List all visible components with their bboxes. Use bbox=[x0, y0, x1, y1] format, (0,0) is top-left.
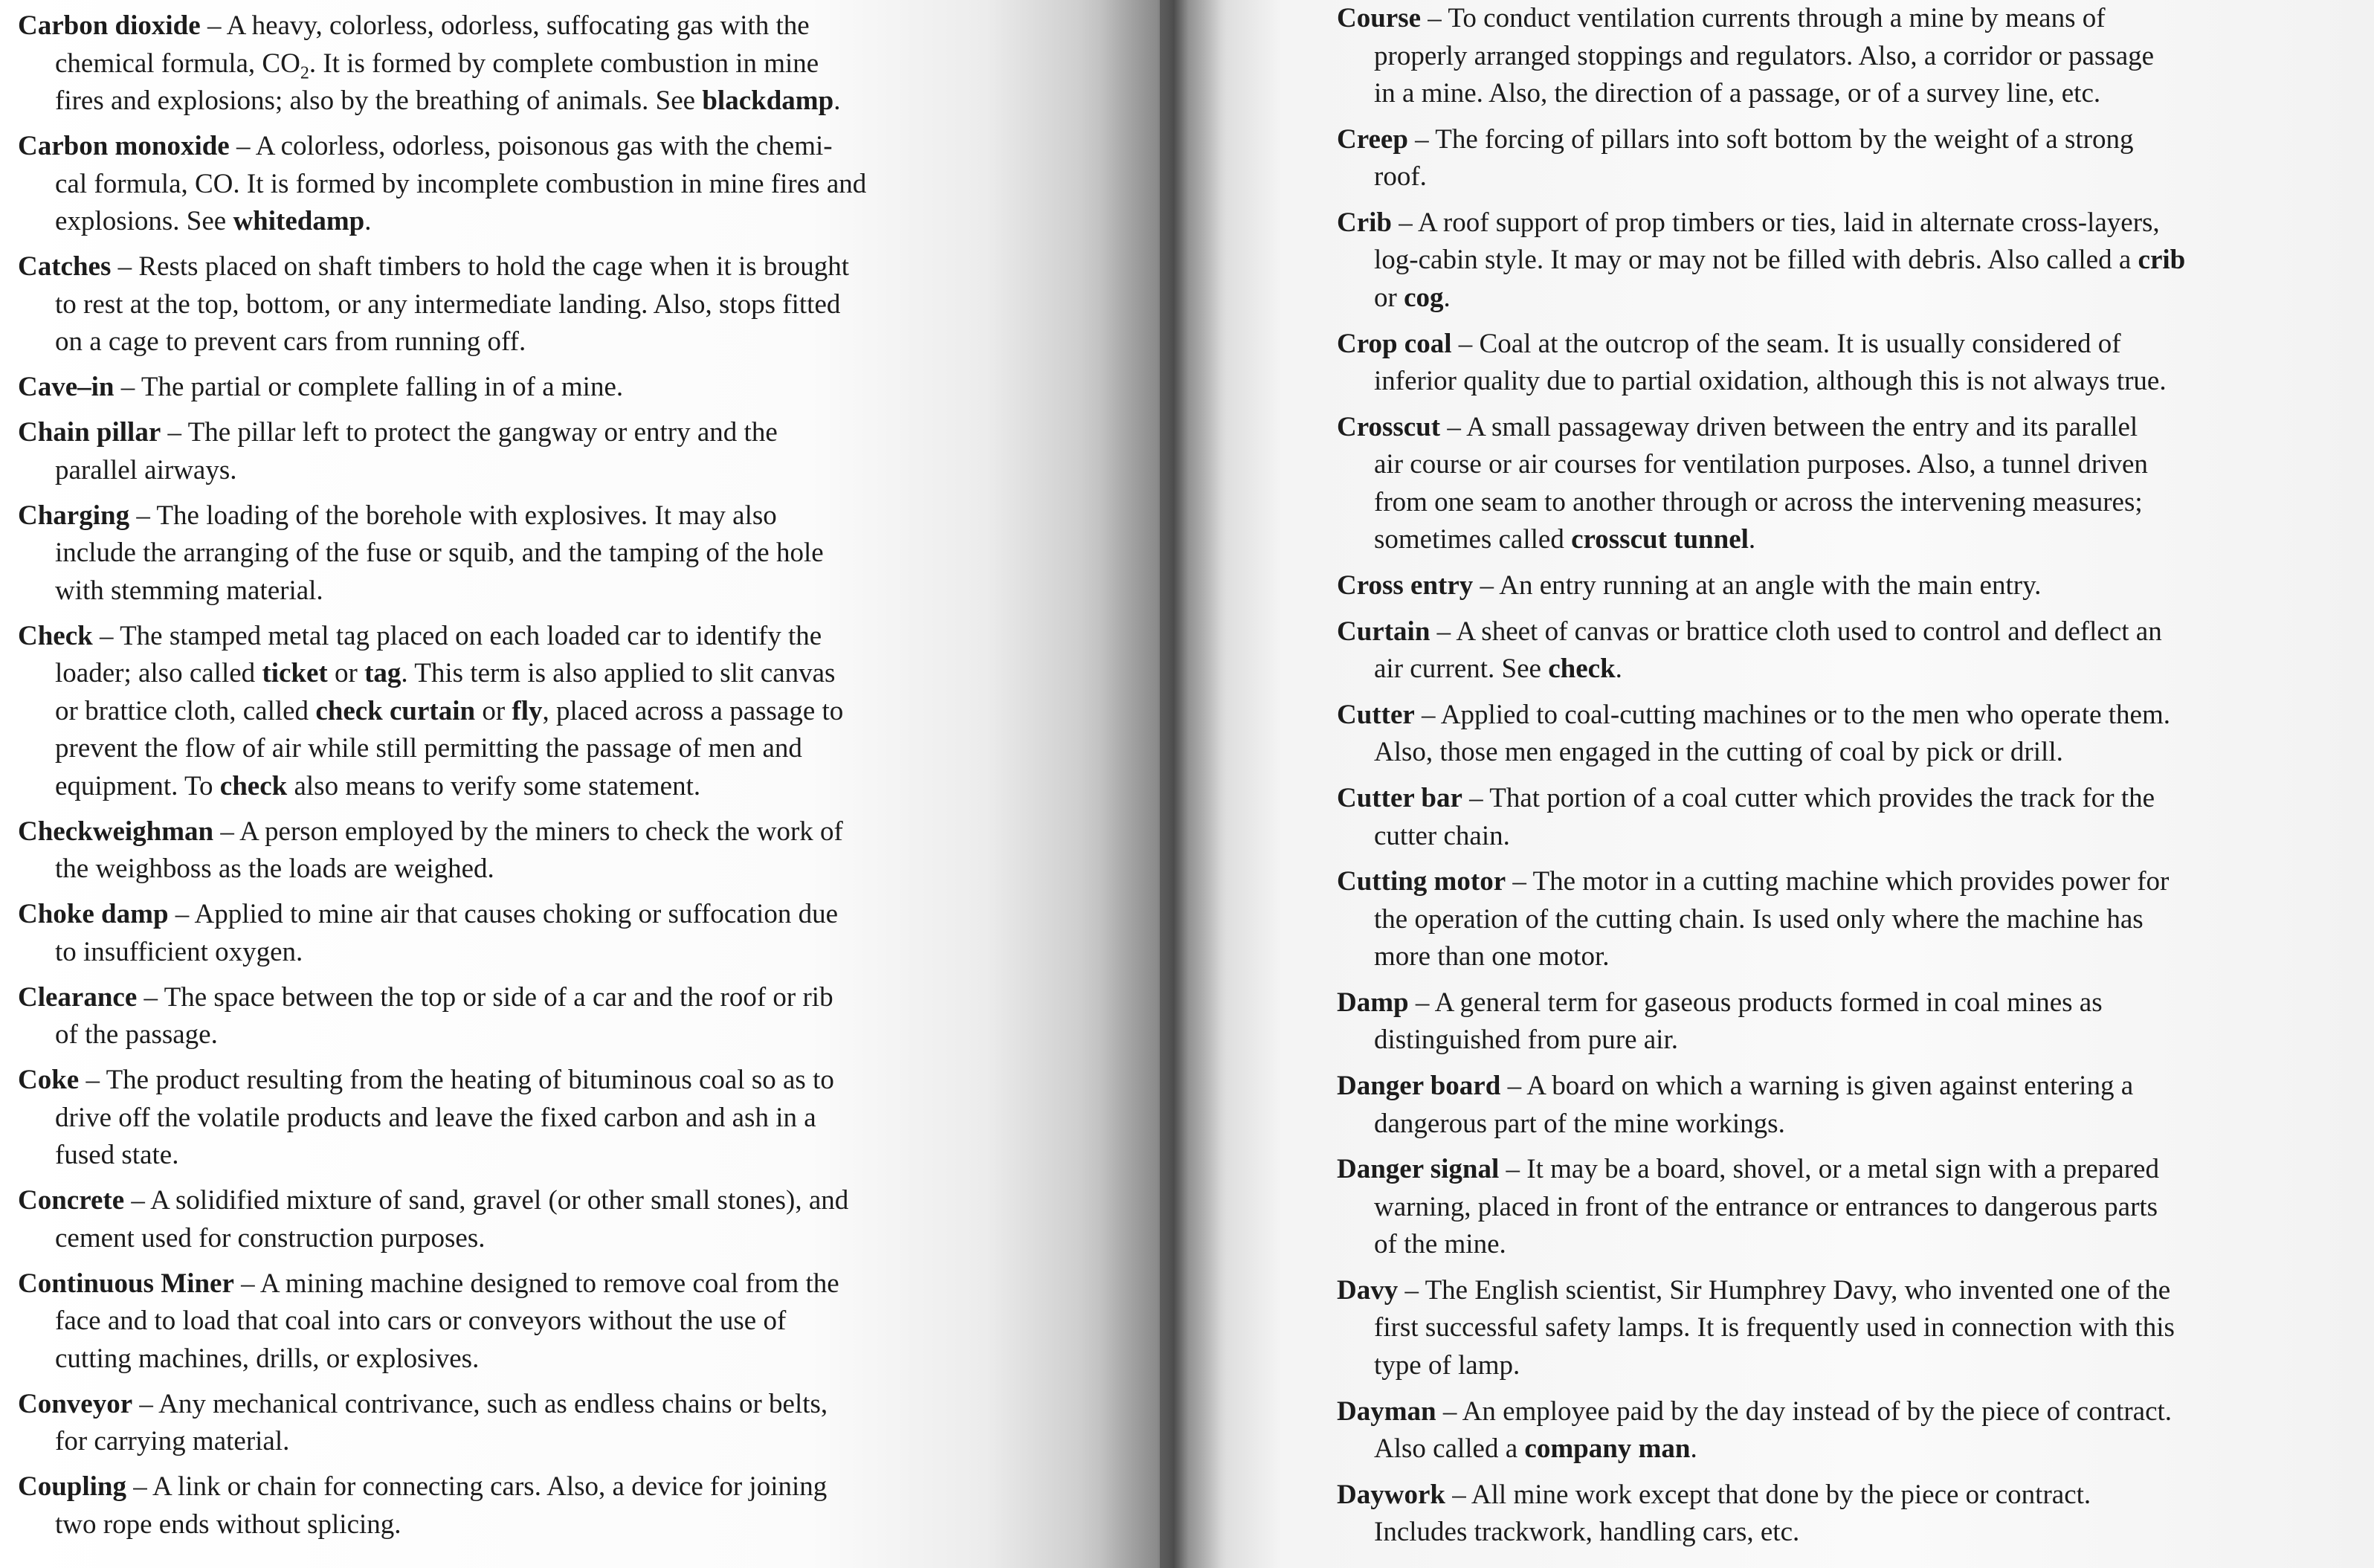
glossary-term: Damp bbox=[1337, 987, 1409, 1018]
glossary-term: Checkweighman bbox=[18, 816, 214, 847]
glossary-entry: Checkweighman – A person employed by the miners to check the work of the weighboss as the loads are weighed. bbox=[18, 816, 843, 884]
right-page bbox=[1160, 0, 2374, 1568]
glossary-term: Crosscut bbox=[1337, 411, 1441, 442]
glossary-entry: Curtain – A sheet of canvas or brattice cloth used to control and deflect an air current. See check. bbox=[1337, 616, 2162, 685]
cross-reference-term: company man bbox=[1524, 1433, 1691, 1465]
glossary-entry: Danger board – A board on which a warning is given against entering a dangerous part of the mine workings. bbox=[1337, 1071, 2134, 1139]
glossary-entry: Cave–in – The partial or complete falling in of a mine. bbox=[18, 372, 624, 402]
cross-reference-term: tag bbox=[364, 658, 401, 688]
glossary-entry: Coupling – A link or chain for connecting cars. Also, a device for joining two rope ends without splicing. bbox=[18, 1471, 828, 1540]
glossary-entry: Course – To conduct ventilation currents through a mine by means of properly arranged stoppings and regulators. Also, a corridor or passage in a mine. Also, the direction of a passage, or of a survey line, etc. bbox=[1337, 3, 2155, 109]
glossary-term: Coke bbox=[18, 1065, 80, 1095]
cross-reference-term: crib bbox=[2138, 245, 2186, 276]
glossary-term: Danger board bbox=[1337, 1071, 1501, 1102]
glossary-entry: Cross entry – An entry running at an angle with the main entry. bbox=[1337, 570, 2042, 601]
cross-reference-term: fly bbox=[512, 695, 543, 726]
glossary-term: Dayman bbox=[1337, 1396, 1436, 1427]
see-also-term: blackdamp bbox=[702, 86, 834, 116]
glossary-entry: Carbon dioxide – A heavy, colorless, odorless, suffocating gas with the chemical formula, $CO_2$. It is formed by complete combustion in mine fires and explosions; also by the breathing of animals. See blackdamp. bbox=[18, 10, 841, 116]
glossary-entry: Concrete – A solidified mixture of sand, gravel (or other small stones), and cement used for construction purposes. bbox=[18, 1185, 849, 1254]
glossary-term: Clearance bbox=[18, 981, 138, 1013]
glossary-term: Danger signal bbox=[1337, 1154, 1500, 1185]
glossary-term: Continuous Miner bbox=[18, 1268, 234, 1299]
glossary-entry: Davy – The English scientist, Sir Humphrey Davy, who invented one of the first successful safety lamps. It is frequently used in connection with this type of lamp. bbox=[1337, 1274, 2175, 1381]
glossary-entry: Catches – Rests placed on shaft timbers to hold the cage when it is brought to rest at the top, bottom, or any intermediate landing. Also, stops fitted on a cage to prevent cars from running off. bbox=[18, 251, 850, 357]
glossary-term: Cave–in bbox=[18, 372, 114, 402]
glossary-term: Cross entry bbox=[1337, 570, 1474, 601]
glossary-term: Cutter bbox=[1337, 699, 1415, 730]
glossary-entry: Creep – The forcing of pillars into soft bottom by the weight of a strong roof. bbox=[1337, 123, 2134, 193]
glossary-term: Crop coal bbox=[1337, 328, 1452, 359]
glossary-entry: Check – The stamped metal tag placed on each loaded car to identify the loader; also called ticket or tag. This term is also applied to slit canvas or brattice cloth, called check curtain or fly, placed across a passage to prevent the flow of air while still permitting the passage of men and equipment. To check also means to verify some statement. bbox=[18, 620, 844, 801]
left-page bbox=[0, 0, 1160, 1568]
cross-reference-term: check bbox=[219, 770, 288, 801]
glossary-entry: Choke damp – Applied to mine air that causes choking or suffocation due to insufficient oxygen. bbox=[18, 899, 839, 967]
glossary-term: Curtain bbox=[1337, 616, 1430, 647]
glossary-term: Carbon dioxide bbox=[18, 10, 201, 41]
glossary-term: Carbon monoxide bbox=[18, 131, 230, 161]
glossary-entry: Cutter bar – That portion of a coal cutter which provides the track for the cutter chain. bbox=[1337, 783, 2155, 851]
glossary-term: Course bbox=[1337, 3, 1422, 33]
glossary-term: Cutting motor bbox=[1337, 866, 1506, 897]
glossary-entry: Damp – A general term for gaseous products formed in coal mines as distinguished from pure air. bbox=[1337, 987, 2103, 1056]
glossary-term: Davy bbox=[1337, 1274, 1399, 1306]
glossary-entry: Crop coal – Coal at the outcrop of the seam. It is usually considered of inferior quality due to partial oxidation, although this is not always true. bbox=[1337, 328, 2167, 397]
cross-reference-term: ticket bbox=[262, 658, 328, 688]
glossary-entry: Charging – The loading of the borehole with explosives. It may also include the arranging of the fuse or squib, and the tamping of the hole with stemming material. bbox=[18, 500, 824, 606]
glossary-term: Daywork bbox=[1337, 1479, 1445, 1510]
cross-reference-term: crosscut tunnel bbox=[1571, 524, 1749, 555]
glossary-entry: Carbon monoxide – A colorless, odorless, poisonous gas with the chemi- cal formula, CO. It is formed by incomplete combustion in mine fires and explosions. See whitedamp. bbox=[18, 131, 867, 236]
glossary-entry: Dayman – An employee paid by the day instead of by the piece of contract. Also called a company man. bbox=[1337, 1396, 2173, 1465]
glossary-entry: Continuous Miner – A mining machine designed to remove coal from the face and to load that coal into cars or conveyors without the use of cutting machines, drills, or explosives. bbox=[18, 1268, 839, 1374]
glossary-term: Conveyor bbox=[18, 1388, 133, 1419]
glossary-entry: Daywork – All mine work except that done by the piece or contract. Includes trackwork, handling cars, etc. bbox=[1337, 1479, 2091, 1548]
glossary-entry: Coke – The product resulting from the heating of bituminous coal so as to drive off the volatile products and leave the fixed carbon and ash in a fused state. bbox=[18, 1065, 834, 1170]
glossary-term: Catches bbox=[18, 251, 112, 282]
glossary-term: Coupling bbox=[18, 1471, 127, 1502]
glossary-term: Concrete bbox=[18, 1185, 125, 1216]
glossary-term: Chain pillar bbox=[18, 417, 161, 448]
cross-reference-term: cog bbox=[1404, 282, 1444, 313]
glossary-term: Choke damp bbox=[18, 899, 169, 929]
glossary-entry: Cutter – Applied to coal-cutting machines or to the men who operate them. Also, those men engaged in the cutting of coal by pick or drill. bbox=[1337, 699, 2171, 768]
glossary-entry: Chain pillar – The pillar left to protect the gangway or entry and the parallel airways. bbox=[18, 417, 778, 485]
glossary-term: Charging bbox=[18, 500, 130, 531]
glossary-entry: Cutting motor – The motor in a cutting machine which provides power for the operation of the cutting chain. Is used only where the machine has more than one motor. bbox=[1337, 866, 2170, 972]
cross-reference-term: check curtain bbox=[315, 695, 476, 726]
glossary-entry: Crib – A roof support of prop timbers or ties, laid in alternate cross-layers, log-cabin style. It may or may not be filled with debris. Also called a crib or cog. bbox=[1337, 207, 2186, 313]
glossary-term: Crib bbox=[1337, 207, 1392, 238]
glossary-entry: Crosscut – A small passageway driven between the entry and its parallel air course or air courses for ventilation purposes. Also, a tunnel driven from one seam to another through or across the intervening measures; sometimes called crosscut tunnel. bbox=[1337, 411, 2148, 555]
glossary-entry: Clearance – The space between the top or side of a car and the roof or rib of the passage. bbox=[18, 981, 833, 1050]
cross-reference-term: check bbox=[1548, 654, 1616, 685]
see-also-term: whitedamp bbox=[233, 206, 365, 236]
glossary-term: Creep bbox=[1337, 123, 1408, 155]
glossary-entry: Conveyor – Any mechanical contrivance, such as endless chains or belts, for carrying material. bbox=[18, 1388, 828, 1456]
glossary-entry: Danger signal – It may be a board, shovel, or a metal sign with a prepared warning, placed in front of the entrance or entrances to dangerous parts of the mine. bbox=[1337, 1154, 2159, 1260]
glossary-term: Check bbox=[18, 620, 93, 651]
glossary-term: Cutter bar bbox=[1337, 783, 1462, 813]
